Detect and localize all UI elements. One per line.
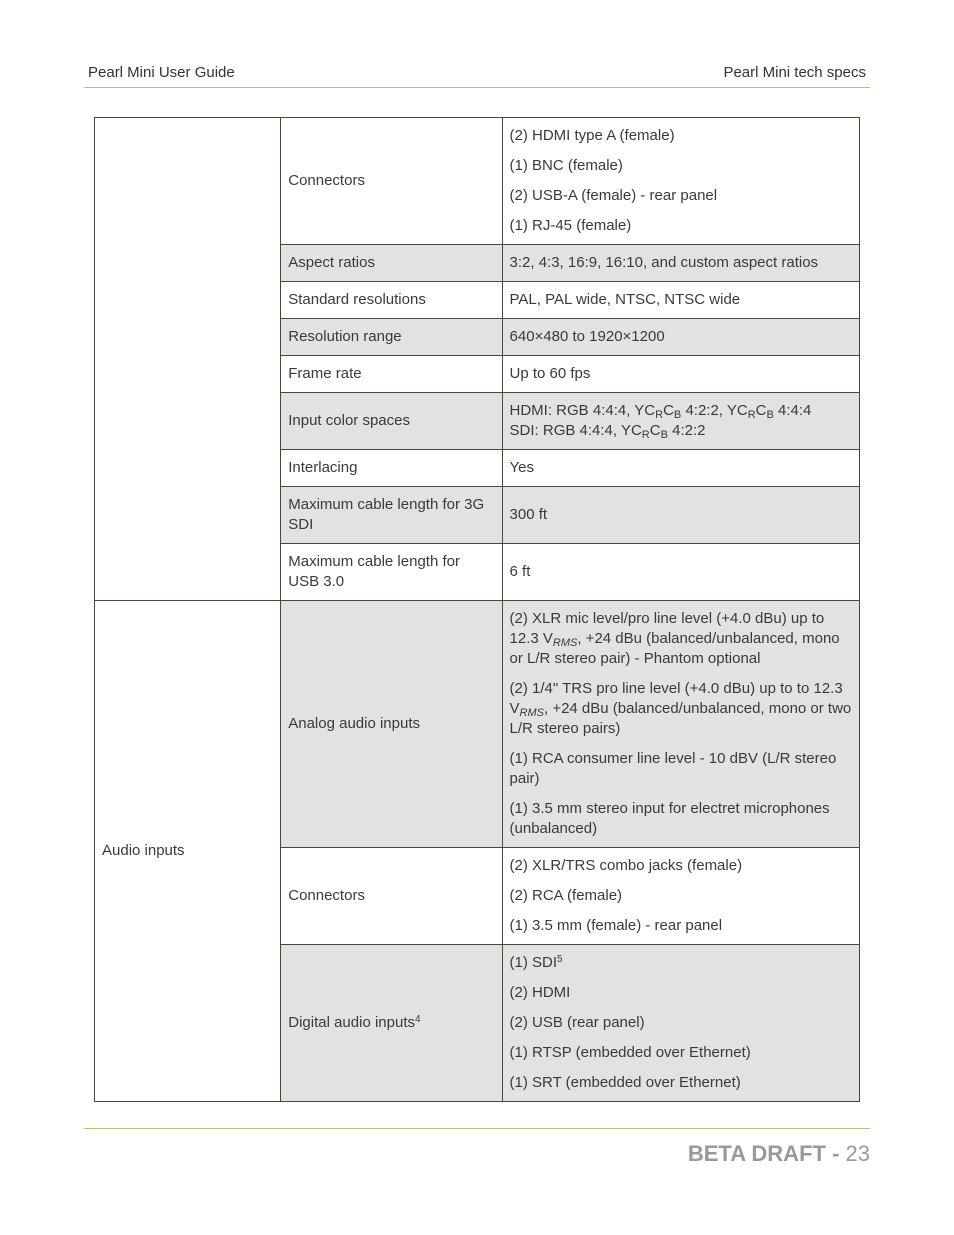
- digital-input-item: (1) SRT (embedded over Ethernet): [509, 1074, 741, 1091]
- connector-item: (2) RCA (female): [509, 887, 623, 904]
- tech-specs-table: [94, 117, 860, 1102]
- header-section-title: Pearl Mini tech specs: [723, 64, 866, 81]
- connector-item: (1) RJ-45 (female): [509, 217, 632, 234]
- spec-label: Analog audio inputs: [281, 601, 502, 848]
- page-number: 23: [845, 1141, 870, 1166]
- spec-label: Resolution range: [281, 319, 502, 356]
- digital-input-item: (2) USB (rear panel): [509, 1014, 645, 1031]
- table-row: [95, 118, 860, 245]
- connector-item: (2) USB-A (female) - rear panel: [509, 187, 718, 204]
- analog-input-item: (1) 3.5 mm stereo input for electret microphones (unbalanced): [509, 800, 830, 837]
- digital-input-item: (1) SDI$^5$: [509, 954, 563, 971]
- header-divider: [84, 87, 870, 88]
- spec-value: 6 ft: [502, 544, 859, 601]
- category-cell-audio-inputs: Audio inputs: [95, 601, 281, 1102]
- spec-value: Up to 60 fps: [502, 356, 859, 393]
- spec-value: [502, 118, 859, 245]
- spec-value: 300 ft: [502, 487, 859, 544]
- spec-value: [502, 848, 859, 945]
- page-footer: [688, 1141, 870, 1167]
- connector-item: (1) BNC (female): [509, 157, 623, 174]
- spec-value: PAL, PAL wide, NTSC, NTSC wide: [502, 282, 859, 319]
- spec-label: Input color spaces: [281, 393, 502, 450]
- analog-input-item: (2) XLR mic level/pro line level (+4.0 dBu) up to 12.3 $V_{RMS}$, +24 dBu (balanced/unbalanced, mono or L/R stereo pair) - Phantom optional: [509, 610, 840, 667]
- spec-label: Interlacing: [281, 450, 502, 487]
- connector-item: (2) XLR/TRS combo jacks (female): [509, 857, 743, 874]
- spec-value: 640×480 to 1920×1200: [502, 319, 859, 356]
- spec-label: Standard resolutions: [281, 282, 502, 319]
- analog-input-item: (1) RCA consumer line level - 10 dBV (L/R stereo pair): [509, 750, 837, 787]
- spec-label: Maximum cable length for USB 3.0: [281, 544, 502, 601]
- color-space-sdi: SDI: RGB 4:4:4, $YC_RC_B$ 4:2:2: [509, 422, 706, 441]
- spec-label: Maximum cable length for 3G SDI: [281, 487, 502, 544]
- footnote-ref: 4: [414, 1014, 421, 1025]
- connector-item: (2) HDMI type A (female): [509, 127, 675, 144]
- spec-label: Frame rate: [281, 356, 502, 393]
- color-space-hdmi: HDMI: RGB 4:4:4, $YC_RC_B$ 4:2:2, $YC_RC_B$ 4:4:4: [509, 402, 812, 421]
- category-cell-video: [95, 118, 281, 601]
- draft-label: BETA DRAFT -: [687, 1141, 846, 1166]
- spec-value: 3:2, 4:3, 16:9, 16:10, and custom aspect ratios: [502, 245, 859, 282]
- spec-label: Connectors: [281, 118, 502, 245]
- analog-input-item: (2) 1/4" TRS pro line level (+4.0 dBu) up to to 12.3 $V_{RMS}$, +24 dBu (balanced/unbalanced, mono or two L/R stereo pairs): [509, 680, 852, 737]
- spec-value: [502, 393, 859, 450]
- footer-divider: [84, 1128, 870, 1129]
- spec-value: [502, 945, 859, 1102]
- table-row: [95, 601, 860, 848]
- spec-label: Aspect ratios: [281, 245, 502, 282]
- digital-input-item: (2) HDMI: [509, 984, 571, 1001]
- footnote-ref: 5: [557, 954, 563, 965]
- spec-label: Connectors: [281, 848, 502, 945]
- digital-input-item: (1) RTSP (embedded over Ethernet): [509, 1044, 751, 1061]
- spec-label: Digital audio inputs$^4$: [281, 945, 502, 1102]
- header-guide-title: Pearl Mini User Guide: [88, 64, 235, 81]
- connector-item: (1) 3.5 mm (female) - rear panel: [509, 917, 723, 934]
- spec-value: [502, 601, 859, 848]
- spec-value: Yes: [502, 450, 859, 487]
